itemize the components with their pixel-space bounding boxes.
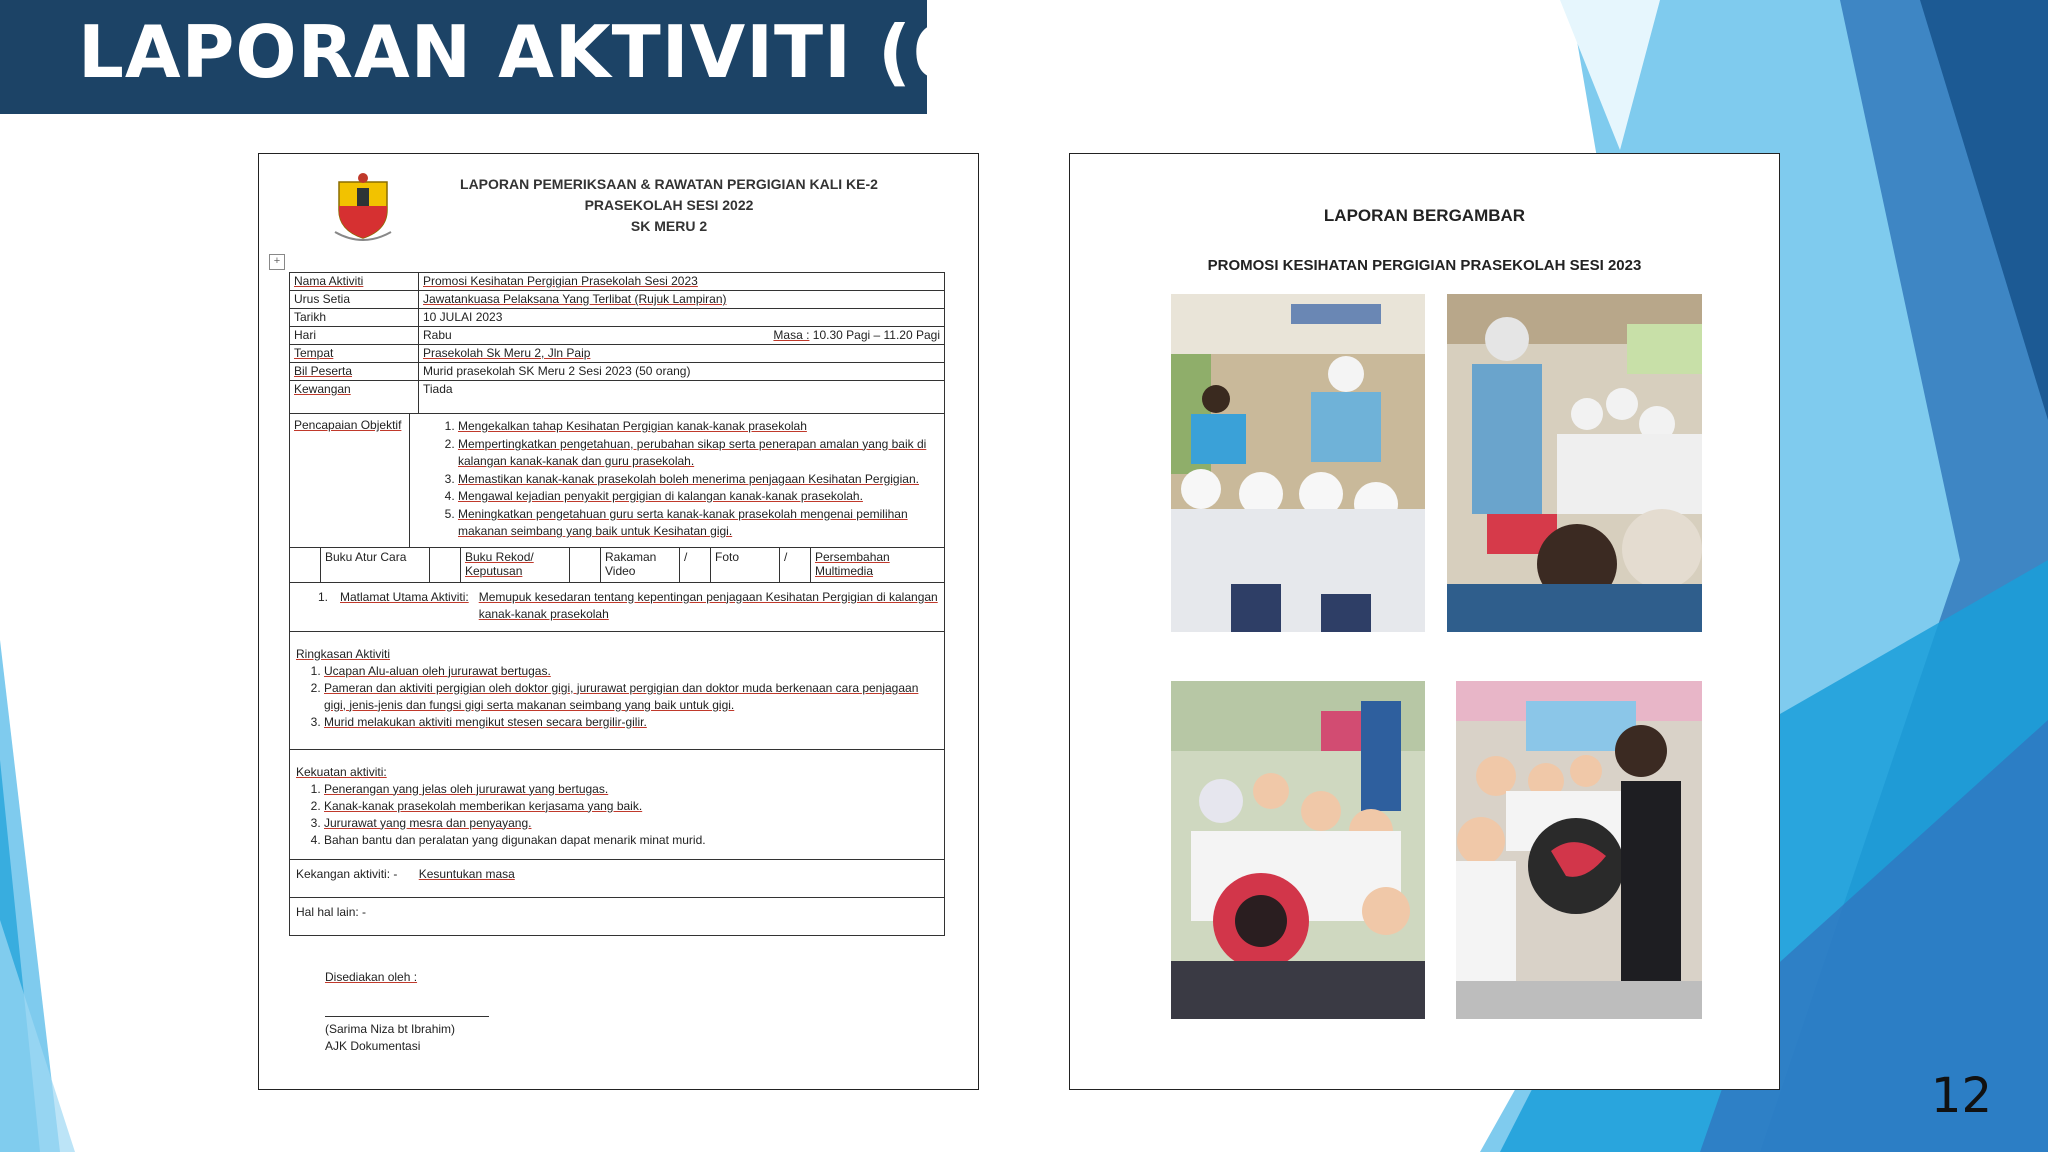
others-section	[289, 898, 945, 936]
table-row	[290, 309, 945, 327]
row-label: Hari	[290, 327, 419, 345]
list-item: 4. Mengawal kejadian penyakit pergigian di kalangan kanak-kanak prasekolah.	[458, 488, 940, 506]
table-move-handle-icon: +	[269, 254, 285, 270]
report-form	[289, 272, 945, 936]
list-item: 3. Jururawat yang mesra dan penyayang.	[324, 815, 938, 832]
time-label: Masa :	[773, 328, 810, 342]
strengths-list	[296, 781, 938, 849]
info-table	[289, 272, 945, 414]
table-row	[290, 381, 945, 414]
activity-photo-1	[1171, 294, 1425, 632]
table-row	[290, 327, 945, 345]
table-row	[290, 548, 945, 583]
objectives-list-container	[410, 414, 944, 547]
activity-photo-2	[1447, 294, 1702, 632]
evidence-box	[430, 548, 461, 583]
goal-number: 1.	[318, 589, 329, 604]
list-item: 3. Murid melakukan aktiviti mengikut stesen secara bergilir-gilir.	[324, 714, 938, 731]
table-row	[290, 363, 945, 381]
report-heading	[409, 174, 929, 237]
evidence-mark: /	[680, 548, 711, 583]
list-item: 2. Kanak-kanak prasekolah memberikan kerjasama yang baik.	[324, 798, 938, 815]
row-label: Tarikh	[290, 309, 419, 327]
day-value: Rabu	[423, 328, 452, 342]
evidence-item: Buku Atur Cara	[321, 548, 430, 583]
table-row	[290, 291, 945, 309]
evidence-table	[289, 548, 945, 583]
evidence-mark: /	[780, 548, 811, 583]
evidence-item: Buku Rekod/ Keputusan	[461, 548, 570, 583]
activity-photo-4	[1456, 681, 1702, 1019]
photo-report-subheading: PROMOSI KESIHATAN PERGIGIAN PRASEKOLAH SESI 2023	[1207, 257, 1642, 274]
list-item: 4. Bahan bantu dan peralatan yang digunakan dapat menarik minat murid.	[324, 832, 938, 849]
row-label: Bil Peserta	[290, 363, 419, 381]
summary-label: Ringkasan Aktiviti	[296, 646, 391, 661]
weakness-section	[289, 860, 945, 898]
row-value: Murid prasekolah SK Meru 2 Sesi 2023 (50 orang)	[419, 363, 945, 381]
title-banner	[0, 0, 997, 114]
summary-section	[289, 632, 945, 750]
report-heading-line2: PRASEKOLAH SESI 2022	[584, 197, 754, 213]
report-heading-line3: SK MERU 2	[630, 218, 708, 234]
goal-text: Memupuk kesedaran tentang kepentingan penjagaan Kesihatan Pergigian di kalangan kanak-kanak prasekolah	[478, 589, 938, 621]
strengths-label: Kekuatan aktiviti:	[296, 764, 387, 779]
row-value: Prasekolah Sk Meru 2, Jln Paip	[419, 345, 945, 363]
list-item: 1. Penerangan yang jelas oleh jururawat yang bertugas.	[324, 781, 938, 798]
row-value	[419, 327, 945, 345]
row-label: Kewangan	[290, 381, 419, 414]
objectives-list	[410, 418, 940, 541]
evidence-item: Foto	[711, 548, 780, 583]
list-item: 5. Meningkatkan pengetahuan guru serta kanak-kanak prasekolah mengenai pemilihan makanan seimbang yang baik untuk Kesihatan gigi.	[458, 506, 940, 541]
goal-section	[289, 583, 945, 632]
evidence-box	[570, 548, 601, 583]
row-label: Nama Aktiviti	[290, 273, 419, 291]
report-document	[258, 153, 979, 1090]
signatory-name: (Sarima Niza bt Ibrahim)	[325, 1022, 456, 1036]
list-item: 3. Memastikan kanak-kanak prasekolah boleh menerima penjagaan Kesihatan Pergigian.	[458, 471, 940, 489]
row-label: Tempat	[290, 345, 419, 363]
objectives-label: Pencapaian Objektif	[290, 414, 410, 547]
report-heading-line1: LAPORAN PEMERIKSAAN & RAWATAN PERGIGIAN KALI KE-2	[460, 176, 878, 192]
list-item: 2. Pameran dan aktiviti pergigian oleh doktor gigi, jururawat pergigian dan doktor muda berkenaan cara penjagaan gigi, jenis-jenis dan fungsi gigi serta makanan seimbang yang baik untuk gigi.	[324, 680, 938, 714]
row-value: 10 JULAI 2023	[419, 309, 945, 327]
weakness-label: Kekangan aktiviti: -	[296, 866, 398, 881]
row-value: Tiada	[419, 381, 945, 414]
prepared-by-label: Disediakan oleh :	[325, 970, 418, 984]
goal-label: Matlamat Utama Aktiviti:	[340, 589, 469, 604]
list-item: 2. Mempertingkatkan pengetahuan, perubahan sikap serta penerapan amalan yang baik di kalangan kanak-kanak dan guru prasekolah.	[458, 436, 940, 471]
strengths-section	[289, 750, 945, 860]
list-item: 1. Mengekalkan tahap Kesihatan Pergigian kanak-kanak prasekolah	[458, 418, 940, 436]
summary-list	[296, 663, 938, 731]
activity-photo-3	[1171, 681, 1425, 1019]
weakness-value: Kesuntukan masa	[418, 866, 515, 881]
page-number: 12	[1930, 1068, 1992, 1124]
table-row	[290, 273, 945, 291]
signature-line	[325, 1016, 489, 1055]
row-value: Jawatankuasa Pelaksana Yang Terlibat (Rujuk Lampiran)	[419, 291, 945, 309]
list-item: 1. Ucapan Alu-aluan oleh jururawat bertugas.	[324, 663, 938, 680]
table-row	[290, 345, 945, 363]
objectives-section	[289, 414, 945, 548]
photo-report-document	[1069, 153, 1780, 1090]
row-value: Promosi Kesihatan Pergigian Prasekolah Sesi 2023	[419, 273, 945, 291]
row-label: Urus Setia	[290, 291, 419, 309]
slide-title: LAPORAN AKTIVITI (6)	[78, 10, 997, 94]
photo-report-heading: LAPORAN BERGAMBAR	[1323, 206, 1526, 225]
time-value: 10.30 Pagi – 11.20 Pagi	[812, 328, 940, 342]
signatory-role: AJK Dokumentasi	[325, 1039, 421, 1053]
signature-block	[325, 969, 489, 1055]
evidence-box	[290, 548, 321, 583]
others-label: Hal hal lain: -	[296, 904, 367, 919]
evidence-item: Persembahan Multimedia	[811, 548, 945, 583]
school-crest-icon	[333, 170, 393, 242]
evidence-item: Rakaman Video	[601, 548, 680, 583]
